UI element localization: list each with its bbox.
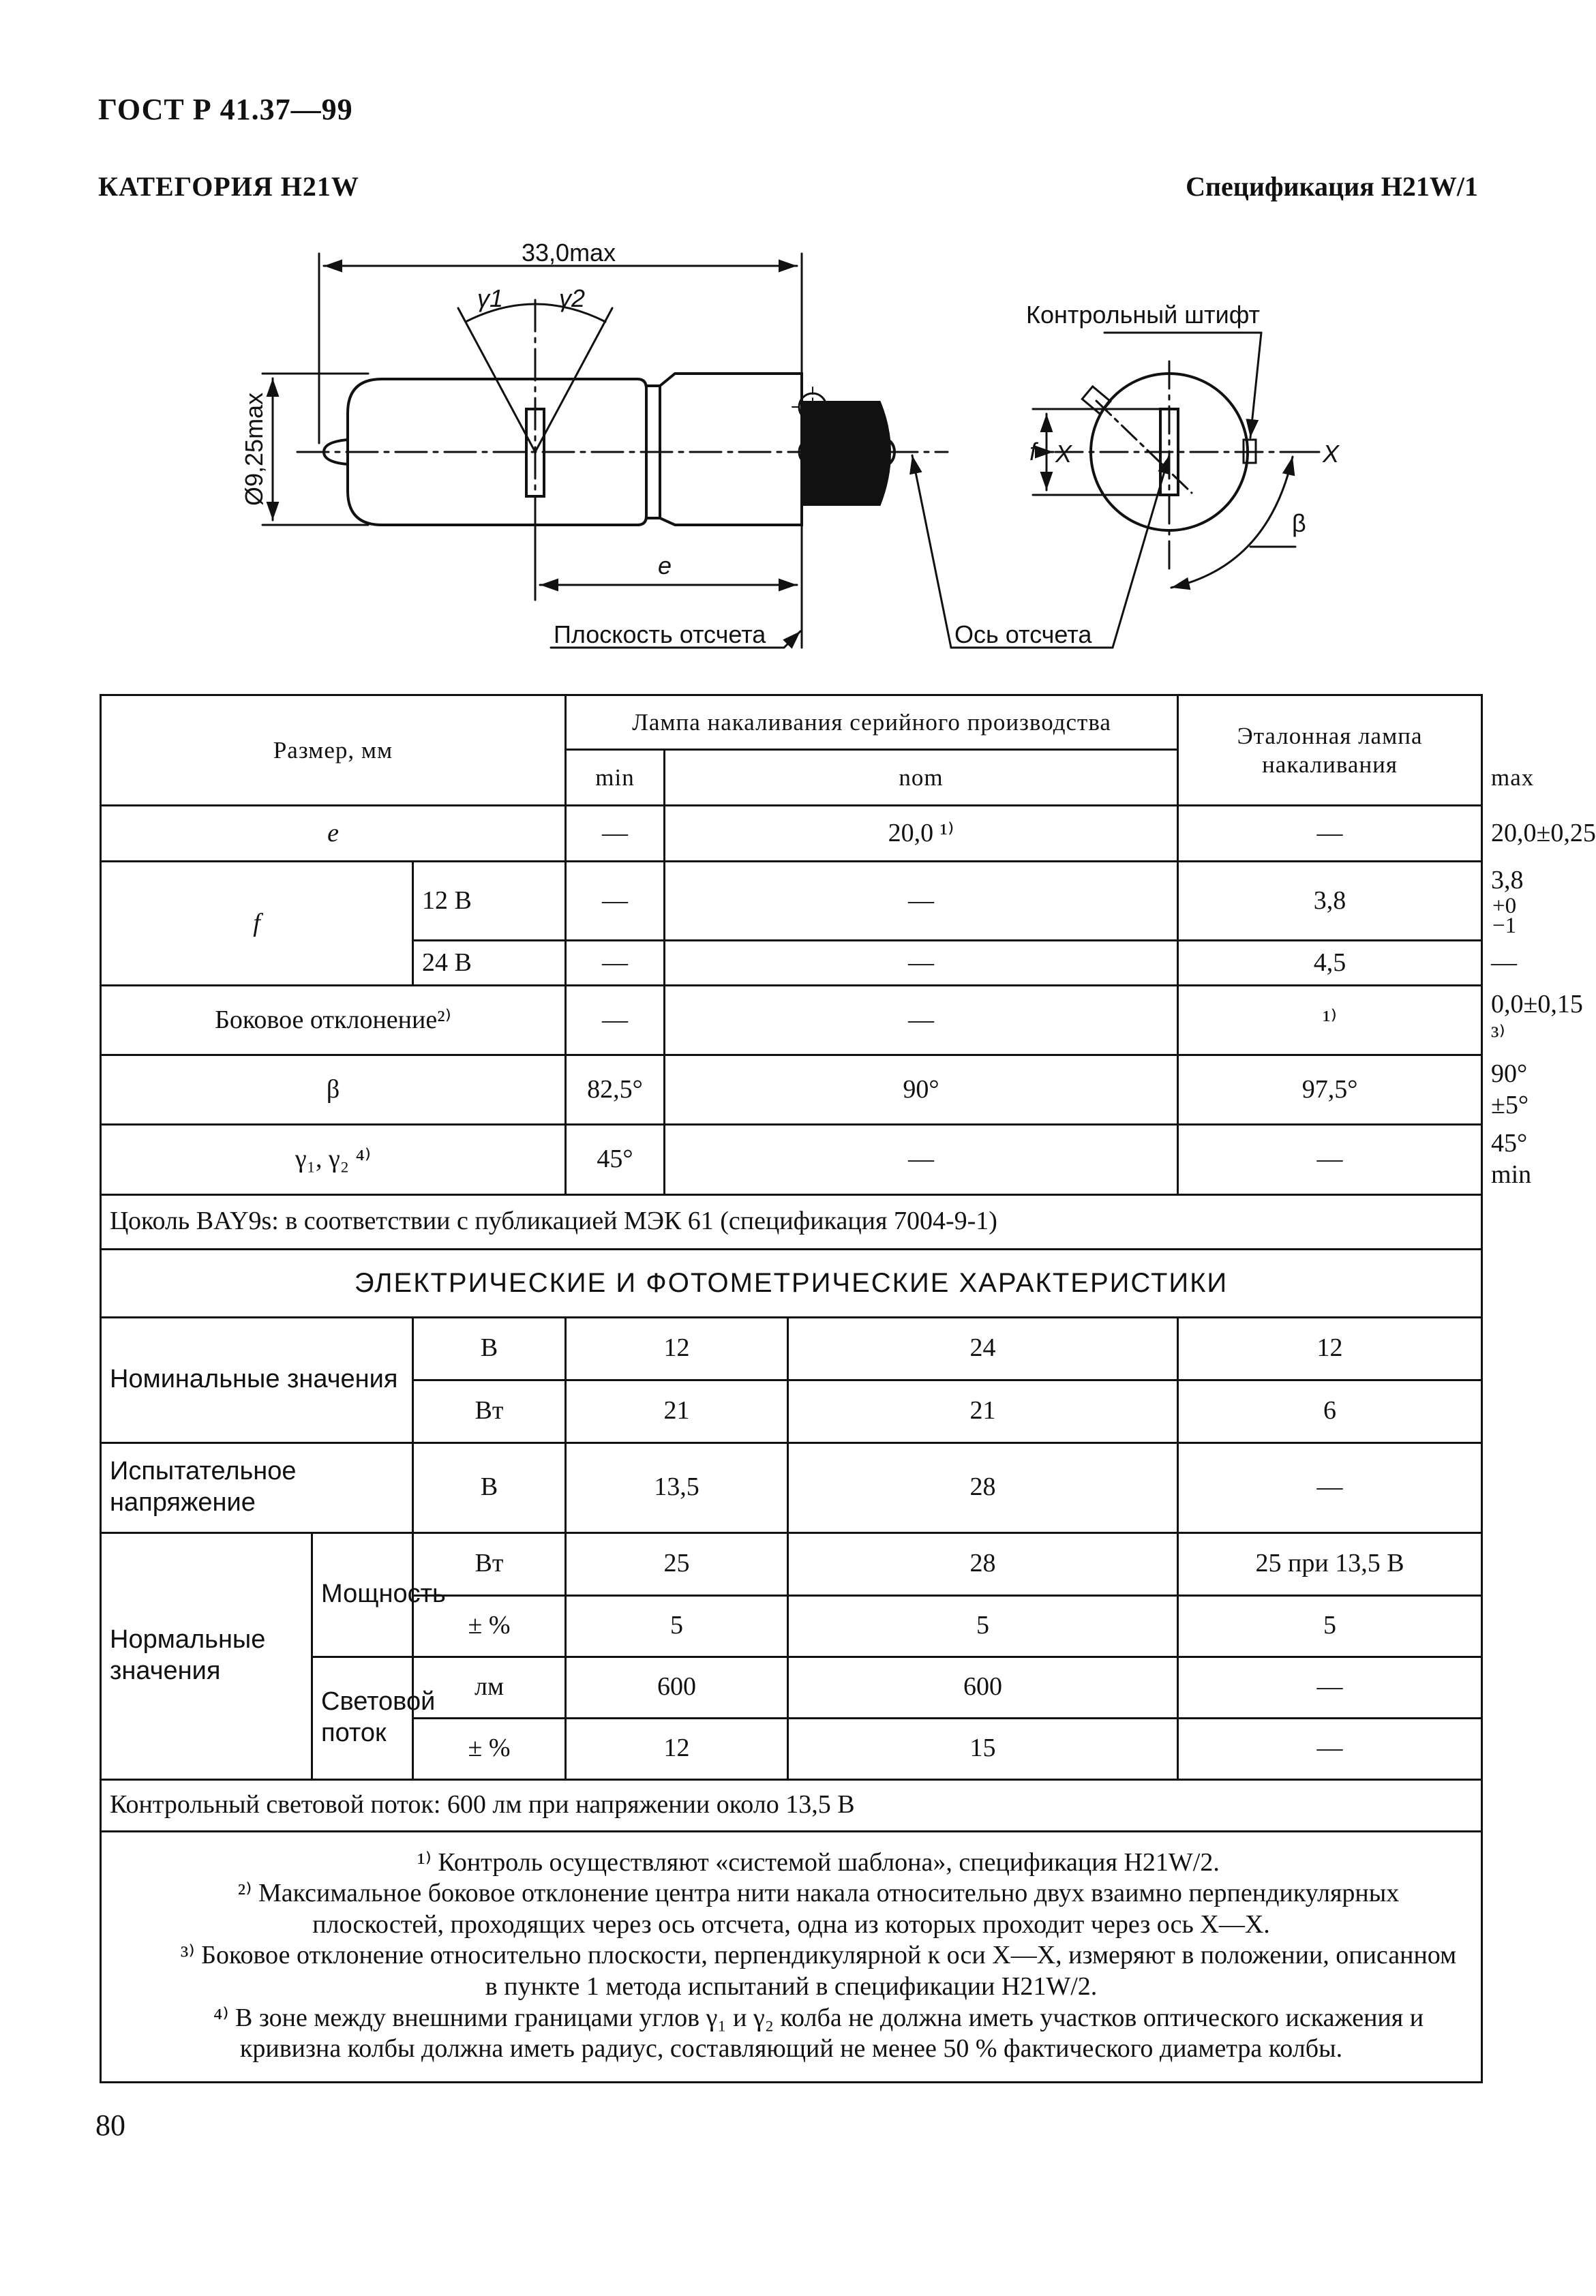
nom-header: nom	[665, 750, 1178, 806]
min-header: min	[566, 750, 665, 806]
reference-axis-label: Ось отсчета	[954, 620, 1092, 648]
footnote-2: ²⁾ Максимальное боковое отклонение центра нити накала относительно двух взаимно перпендикулярных плоскостей, проходящих через ось отсчета, одна из которых проходит через ось X—X.	[237, 1879, 1400, 1939]
spec-table: Размер, мм Лампа накаливания серийного производства Эталонная лампа накаливания min nom max e — 20,0 ¹⁾ — 20,0±0,25 f 12 В — — 3,8 3,8+0 −1 24 В — — 4,5 — Боковое отклонение²⁾ — — ¹⁾ 0,0±0,15 ³⁾ β 82,5° 90° 97,5° 90° ±5° γ₁, γ₂ ⁴⁾ 45° — — 45° min Цоколь BAY9s: в соответствии с публикацией МЭК 61 (спецификация 7004-9-1) ЭЛЕКТРИЧЕСКИЕ И ФОТОМЕТРИЧЕСКИЕ ХАРАКТЕРИСТИКИ Номинальные значения В 12 24 12 Вт 21 21 6 Испытательное напряжение В 13,5 28 — Нормальные значения Мощность Вт 25 28 25 при 13,5 В ± % 5 5 5 Световой поток лм 600 600 — ± % 12 15 — Контрольный световой поток: 600 лм при напряжении около 13,5 В ¹⁾ Контроль осуществляют «системой шаблона», спецификация H21W/2. ²⁾ Максимальное боковое отклонение центра нити накала относительно двух взаимно перпендикулярных плоскостей, проходящих через ось отсчета, одна из которых проходит через ось X—X. ³⁾ Боковое отклонение относительно плоскости, перпендикулярной к оси X—X, измеряют в положении, описанном в пункте 1 метода испытаний в спецификации H21W/2. ⁴⁾ В зоне между внешними границами углов γ₁ и γ₂ колба не должна иметь участков оптического искажения и кривизна колбы должна иметь радиус, составляющий не менее 50 % фактического диаметра колбы.	[100, 694, 1483, 2083]
gamma2-label: γ2	[559, 284, 586, 312]
specification-title: Спецификация H21W/1	[1186, 171, 1478, 202]
x-label-right: X	[1323, 440, 1340, 468]
beta-label: β	[1292, 509, 1306, 537]
footnote-3: ³⁾ Боковое отклонение относительно плоскости, перпендикулярной к оси X—X, измеряют в положении, описанном в пункте 1 метода испытаний в спецификации H21W/2.	[180, 1941, 1457, 2001]
table-row: e — 20,0 ¹⁾ — 20,0±0,25	[101, 806, 1482, 862]
diameter-dimension-label: Ø9,25max	[240, 392, 268, 506]
table-row: ± % 5 5 5	[101, 1595, 1482, 1657]
table-row: Испытательное напряжение В 13,5 28 —	[101, 1442, 1482, 1532]
x-label-left: X	[1055, 440, 1072, 468]
control-pin-label: Контрольный штифт	[1026, 301, 1261, 329]
table-row: Боковое отклонение²⁾ — — ¹⁾ 0,0±0,15 ³⁾	[101, 985, 1482, 1055]
table-row: Вт 21 21 6	[101, 1380, 1482, 1442]
footnotes-row	[101, 1831, 1482, 2082]
control-flux-row: Контрольный световой поток: 600 лм при напряжении около 13,5 В	[101, 1779, 1482, 1831]
table-row: Номинальные значения В 12 24 12	[101, 1317, 1482, 1380]
table-row: 24 В — — 4,5 —	[101, 940, 1482, 985]
table-row: γ₁, γ₂ ⁴⁾ 45° — — 45° min	[101, 1125, 1482, 1194]
f-label: f	[1029, 438, 1037, 466]
table-row: Нормальные значения Мощность Вт 25 28 25 при 13,5 В	[101, 1532, 1482, 1595]
table-row: ± % 12 15 —	[101, 1718, 1482, 1779]
length-dimension-label: 33,0max	[522, 239, 616, 267]
lamp-drawing	[0, 232, 1546, 668]
e-label: e	[658, 552, 672, 579]
footnote-1: ¹⁾ Контроль осуществляют «системой шаблона», спецификация H21W/2.	[417, 1847, 1220, 1877]
gamma1-label: γ1	[477, 284, 504, 312]
page-number: 80	[95, 2109, 125, 2142]
footnote-4: ⁴⁾ В зоне между внешними границами углов γ₁ и γ₂ колба не должна иметь участков оптического искажения и кривизна колбы должна иметь радиус, составляющий не менее 50 % фактического диаметра колбы.	[213, 2003, 1424, 2064]
size-header: Размер, мм	[101, 695, 566, 806]
table-row: β 82,5° 90° 97,5° 90° ±5°	[101, 1055, 1482, 1125]
cap-row: Цоколь BAY9s: в соответствии с публикацией МЭК 61 (спецификация 7004-9-1)	[101, 1194, 1482, 1249]
serial-lamp-header: Лампа накаливания серийного производства	[566, 695, 1178, 750]
standard-number: ГОСТ Р 41.37—99	[98, 93, 353, 126]
table-row: f 12 В — — 3,8 3,8+0 −1	[101, 862, 1482, 941]
section-header-row: ЭЛЕКТРИЧЕСКИЕ И ФОТОМЕТРИЧЕСКИЕ ХАРАКТЕРИСТИКИ	[101, 1249, 1482, 1317]
table-row: Световой поток лм 600 600 —	[101, 1657, 1482, 1718]
reference-lamp-header: Эталонная лампа накаливания	[1178, 695, 1482, 806]
lamp-category: КАТЕГОРИЯ H21W	[98, 171, 359, 202]
footnotes	[101, 1831, 1482, 2082]
reference-plane-label: Плоскость отсчета	[554, 620, 766, 648]
